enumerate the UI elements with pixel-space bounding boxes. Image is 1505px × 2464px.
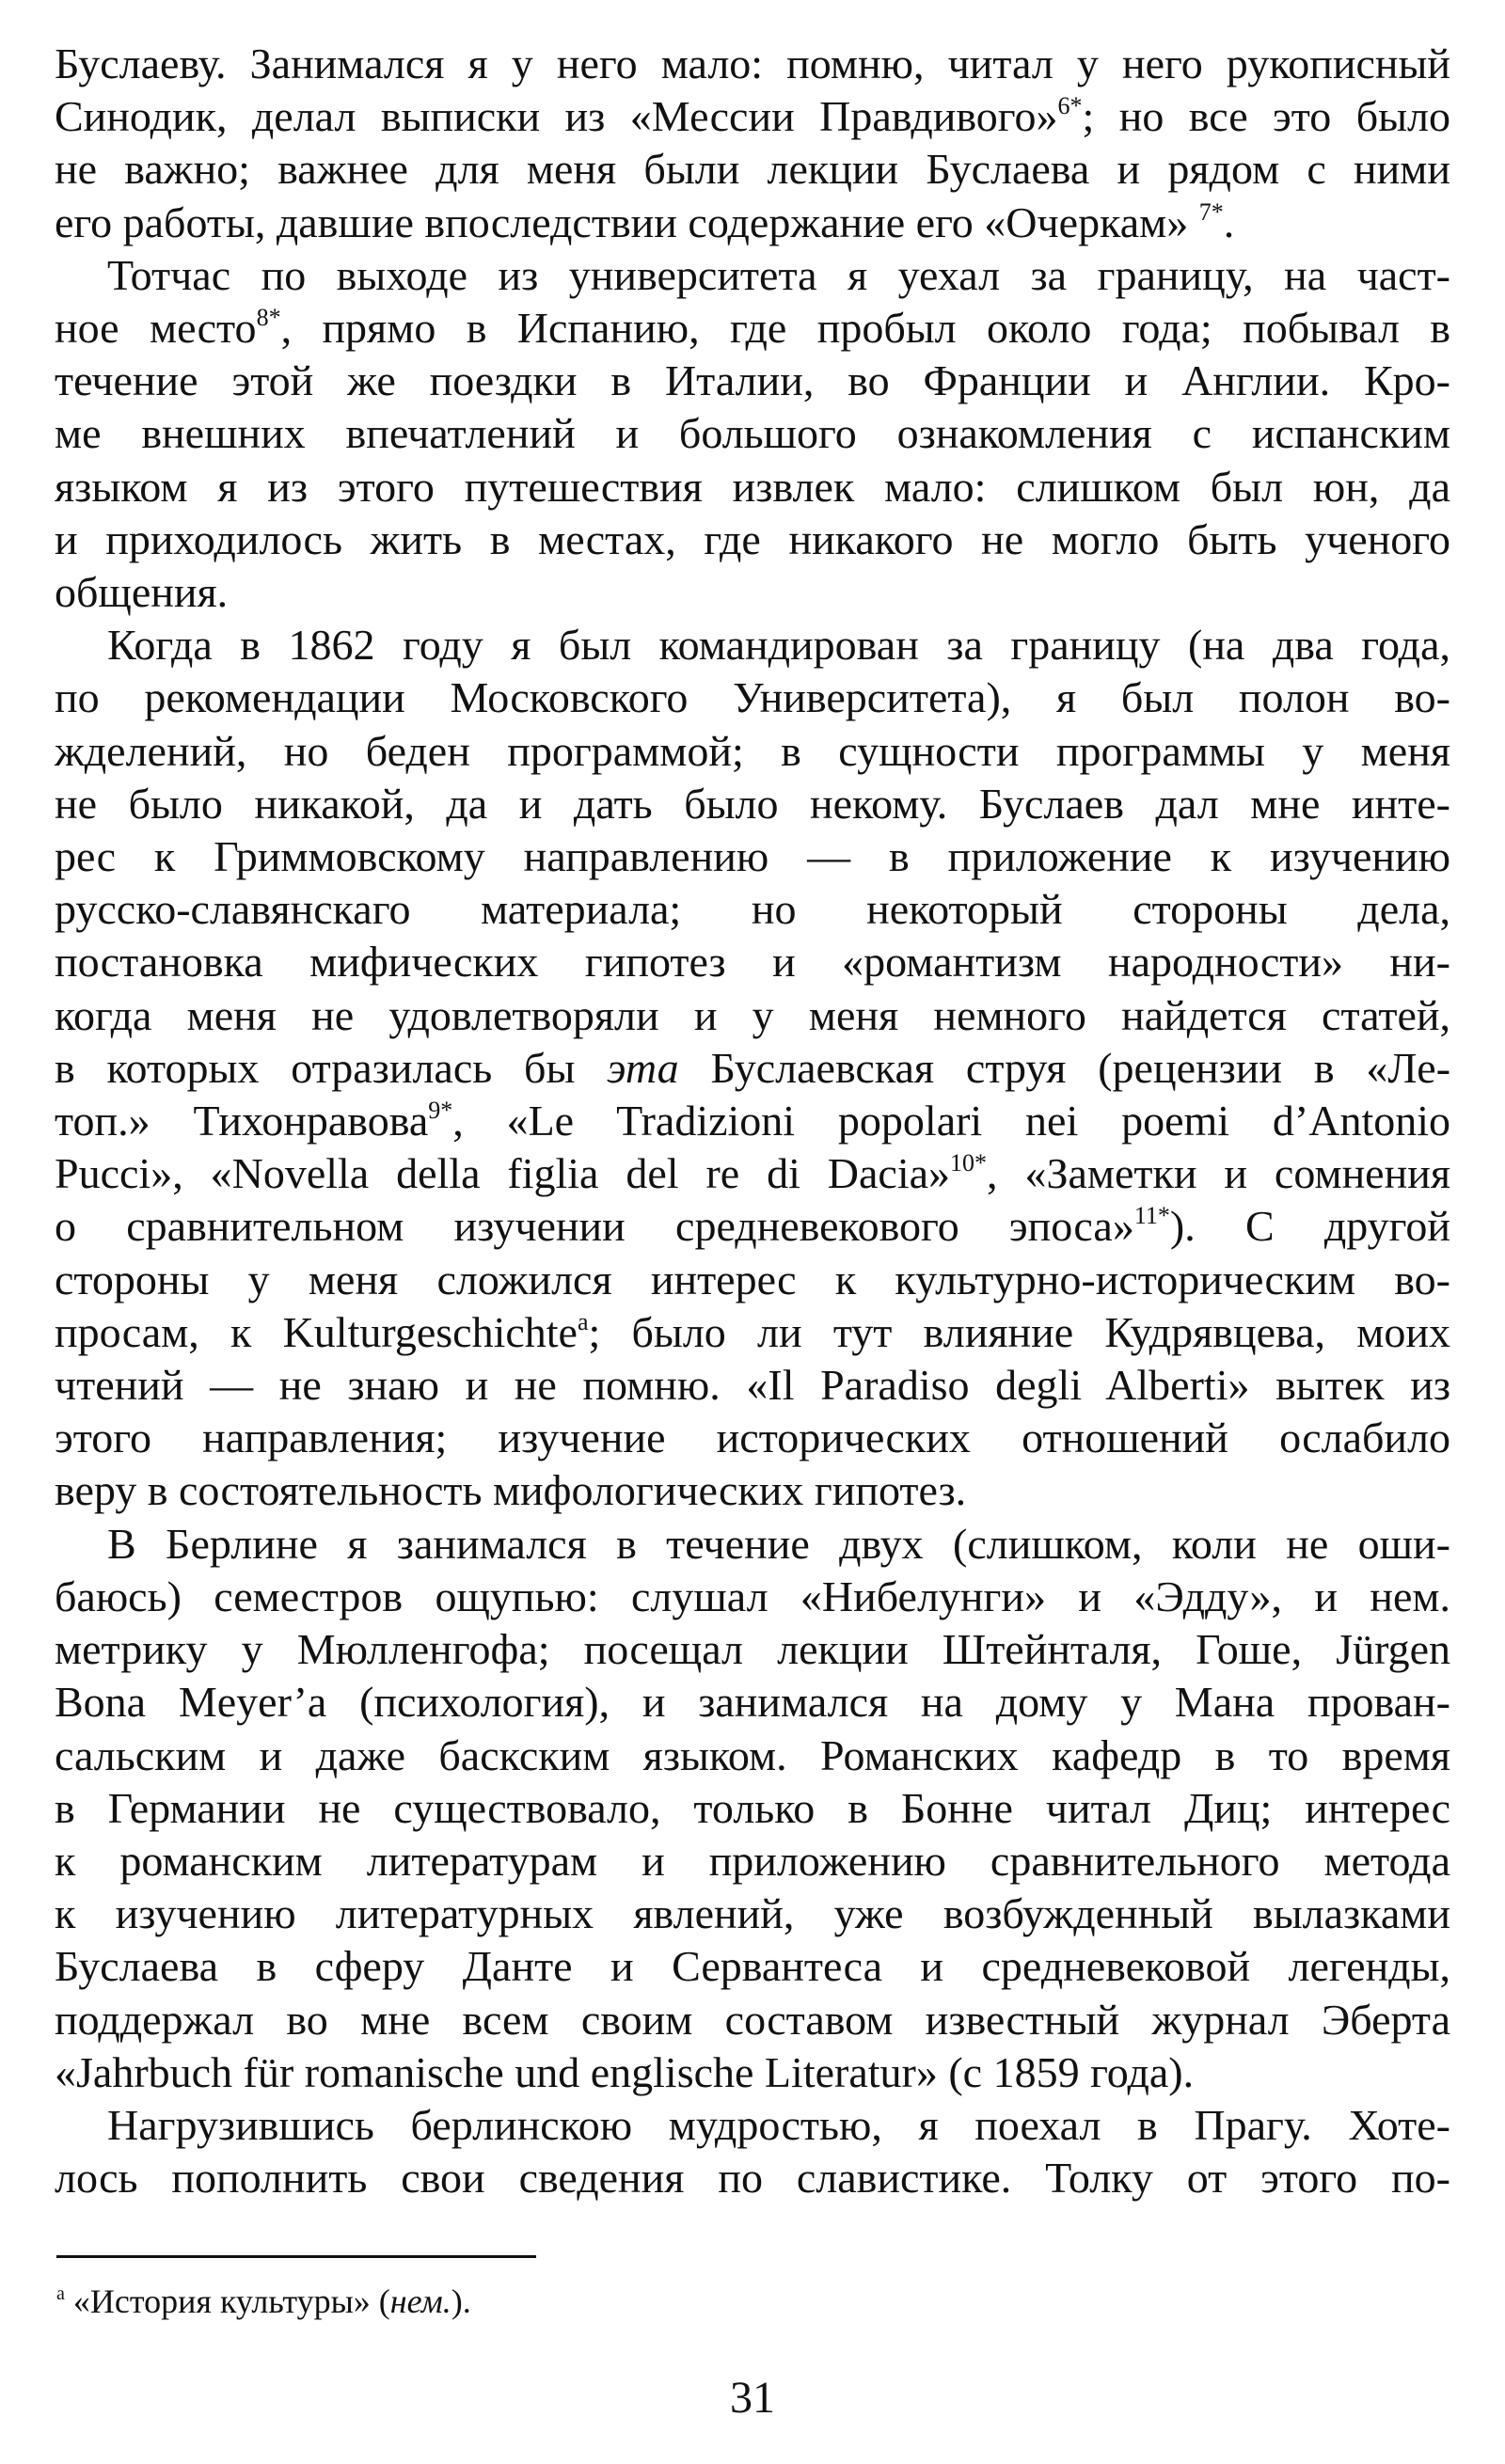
text-line: «Jahrbuch für romanische und englische Literatur» (с 1859 года). [55,2047,1195,2096]
text-line: веру в состоятельность мифологических гипотез. [55,1466,967,1515]
footnote-ref: а [577,1307,589,1335]
footnote-ref: 9* [428,1097,453,1125]
text-line: баюсь) семестров ощупью: слушал «Нибелунги» и «Эдду», и нем. [55,1572,1450,1620]
page-number: 31 [730,2373,775,2423]
text-line: поддержал во мне всем своим составом известный журнал Эберта [55,1995,1450,2044]
text-line: Буслаева в сферу Данте и Сервантеса и средневековой легенды, [55,1942,1450,1991]
footnote-ref: 7* [1198,197,1224,226]
body-text [55,38,1450,2204]
footnote-ref: 10* [950,1149,988,1177]
text-line: топ.» Тихонравова$^{9*}$, «Le Tradizioni popolari nei poemi d’Antonio [55,1097,1451,1145]
text-line: в которых отразилась бы эта Буслаевская струя (рецензии в «Ле- [55,1043,1451,1092]
text-line: в Германии не существовало, только в Бонне читал Диц; интерес [55,1783,1450,1832]
text-line: этого направления; изучение исторических отношений ослабило [55,1414,1450,1462]
text-line: Нагрузившись берлинскою мудростью, я поехал в Прагу. Хоте- [107,2100,1450,2149]
text-line: Когда в 1862 году я был командирован за границу (на два года, [107,621,1450,670]
text-line: когда меня не удовлетворяли и у меня немного найдется статей, [55,990,1450,1039]
text-line: ме внешних впечатлений и большого ознакомления с испанским [55,409,1450,458]
footnote-ref: 6* [1057,92,1083,120]
footnote-ref: 11* [1133,1202,1170,1230]
text-line: русско-славянскаго материала; но некоторый стороны дела, [55,885,1450,934]
footnote-text: «История культуры» (нем.). [64,2282,471,2320]
text-line: к изучению литературных явлений, уже возбужденный вылазками [55,1889,1450,1938]
text-line: чтений — не знаю и не помню. «Il Paradiso degli Alberti» вытек из [55,1361,1450,1410]
text-line: Тотчас по выходе из университета я уехал за границу, на част- [107,250,1450,299]
text-line: и приходилось жить в местах, где никакого не могло быть ученого [55,514,1450,563]
footnote-rule [56,2255,536,2258]
text-line: стороны у меня сложился интерес к культурно-историческим во- [55,1255,1450,1303]
footnote [56,2281,1373,2322]
text-line: лось пополнить свои сведения по славистике. Толку от этого по- [55,2154,1450,2203]
footnote-marker: а [56,2283,65,2304]
text-line: рес к Гриммовскому направлению — в приложение к изучению [55,832,1450,881]
footnote-ref: 8* [256,304,281,332]
text-line: В Берлине я занимался в течение двух (слишком, коли не оши- [107,1519,1450,1568]
text-line: по рекомендации Московского Университета), я был полон во- [55,673,1450,722]
text-line: его работы, давшие впоследствии содержание его «Очеркам» $^{7*}$. [55,197,1235,246]
text-line: о сравнительном изучении средневекового эпоса»$^{11*}$). С другой [55,1202,1450,1251]
text-line: жделений, но беден программой; в сущности программы у меня [55,726,1450,775]
text-line: не важно; важнее для меня были лекции Буслаева и рядом с ними [55,145,1450,194]
text-line: течение этой же поездки в Италии, во Франции и Англии. Кро- [55,356,1450,405]
text-line: метрику у Мюлленгофа; посещал лекции Штейнталя, Гоше, Jürgen [55,1625,1450,1674]
text-line: Синодик, делал выписки из «Мессии Правдивого»$^{6*}$; но все это было [55,92,1450,141]
text-line: языком я из этого путешествия извлек мало: слишком был юн, да [55,462,1450,511]
text-line: просам, к Kulturgeschichte$^а$; было ли тут влияние Кудрявцева, моих [55,1307,1450,1356]
text-line: не было никакой, да и дать было некому. Буслаев дал мне инте- [55,779,1450,828]
text-line: сальским и даже баскским языком. Романских кафедр в то время [55,1730,1450,1779]
text-line: ное место$^{8*}$, прямо в Испанию, где пробыл около года; побывал в [55,304,1450,353]
text-line: общения. [55,568,229,617]
text-line: Bona Meyer’a (психология), и занимался на дому у Мана прован- [55,1678,1450,1727]
text-line: постановка мифических гипотез и «романтизм народности» ни- [55,938,1450,987]
text-line: Буслаеву. Занимался я у него мало: помню, читал у него рукописный [55,39,1450,87]
text-line: к романским литературам и приложению сравнительного метода [55,1836,1450,1885]
text-line: Pucci», «Novella della figlia del re di Dacia»$^{10*}$, «Заметки и сомнения [55,1149,1450,1198]
